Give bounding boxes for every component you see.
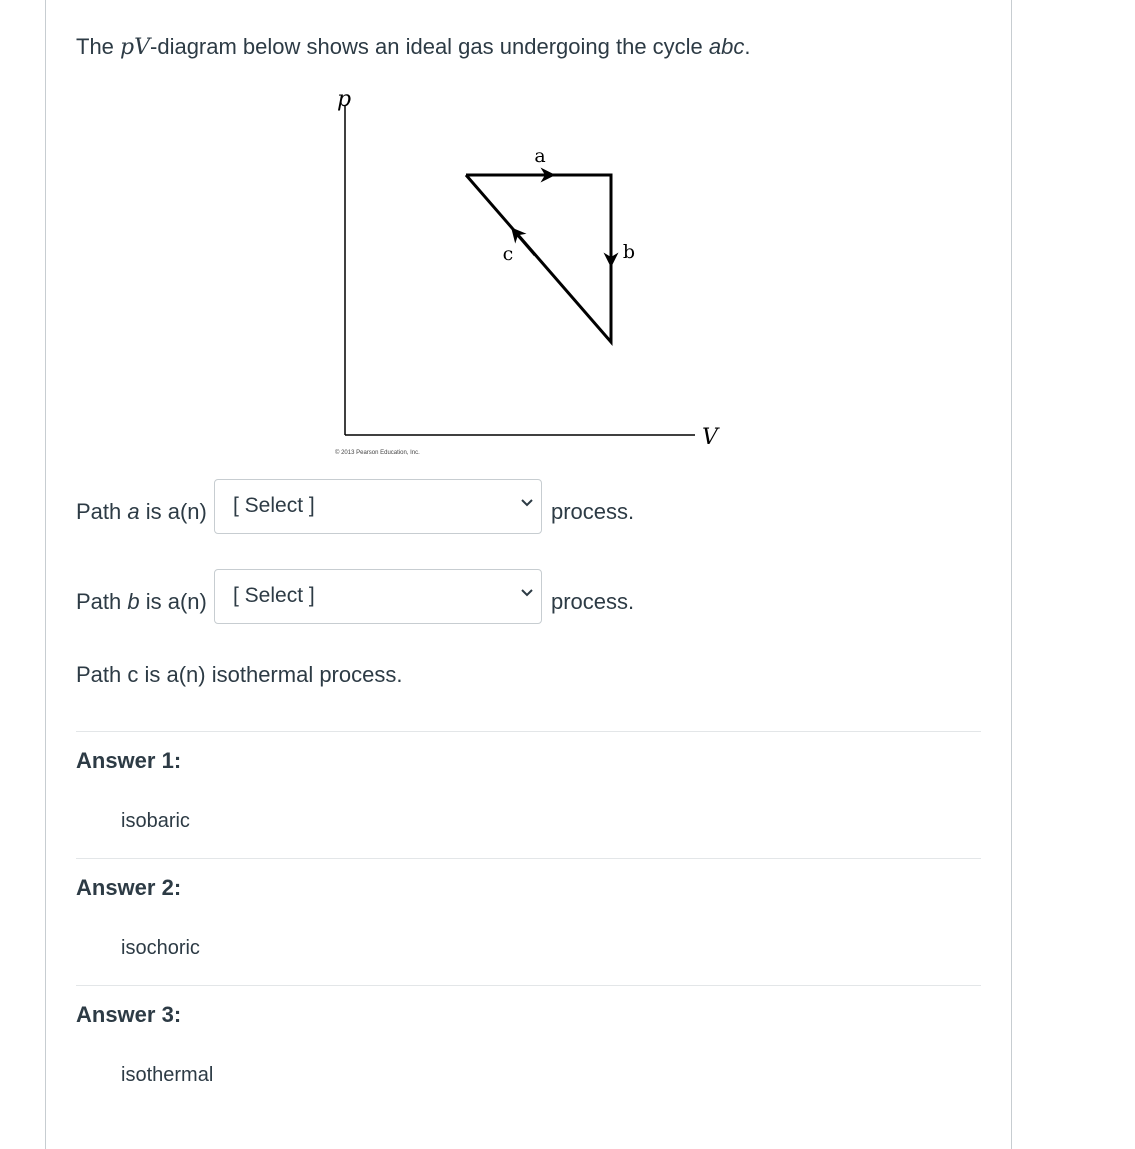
label-b: b [622,241,636,263]
pv-math: pV [120,35,151,60]
p-axis-label: p [336,87,352,112]
text: Path [76,589,128,614]
text: is a(n) isothermal process. [138,662,403,687]
text: Path [76,499,128,524]
pv-diagram [320,80,740,470]
path-c-sentence [76,662,402,688]
chevron-down-icon [519,494,535,510]
answer-3-heading: Answer 3: [76,1002,182,1027]
path-b-select[interactable] [214,569,542,624]
divider [76,731,981,732]
path-a-suffix: process. [551,499,635,524]
text: Path [76,662,128,687]
label-c: c [502,243,514,265]
text: is a(n) [139,499,207,524]
arrow-c [516,233,535,255]
select-value: [ Select ] [233,584,315,607]
answer-3-value: isothermal [121,1064,214,1086]
answer-2-heading: Answer 2: [76,875,182,900]
copyright: © 2013 Pearson Education, Inc. [335,450,420,456]
intro-text-middle: -diagram below shows an ideal gas undergoing the cycle [150,34,709,59]
chevron-down-icon [519,584,535,600]
divider [76,858,981,859]
cycle-triangle [466,175,611,342]
answer-1-value: isobaric [121,810,190,832]
intro-end: . [744,34,751,59]
answer-1-heading: Answer 1: [76,748,182,773]
path-b-sentence [76,589,207,615]
divider [76,985,981,986]
cycle-name: abc [708,34,745,59]
v-axis-label: V [702,425,718,450]
intro-text: The [76,34,121,59]
path-a-select[interactable] [214,479,542,534]
path-var: c [127,662,139,687]
question-text [76,34,751,60]
path-var: a [127,499,140,524]
path-var: b [127,589,140,614]
label-a: a [534,145,546,167]
select-value: [ Select ] [233,494,315,517]
answer-2-value: isochoric [121,937,200,959]
path-a-sentence [76,499,207,525]
text: is a(n) [139,589,207,614]
path-b-suffix: process. [551,589,635,614]
